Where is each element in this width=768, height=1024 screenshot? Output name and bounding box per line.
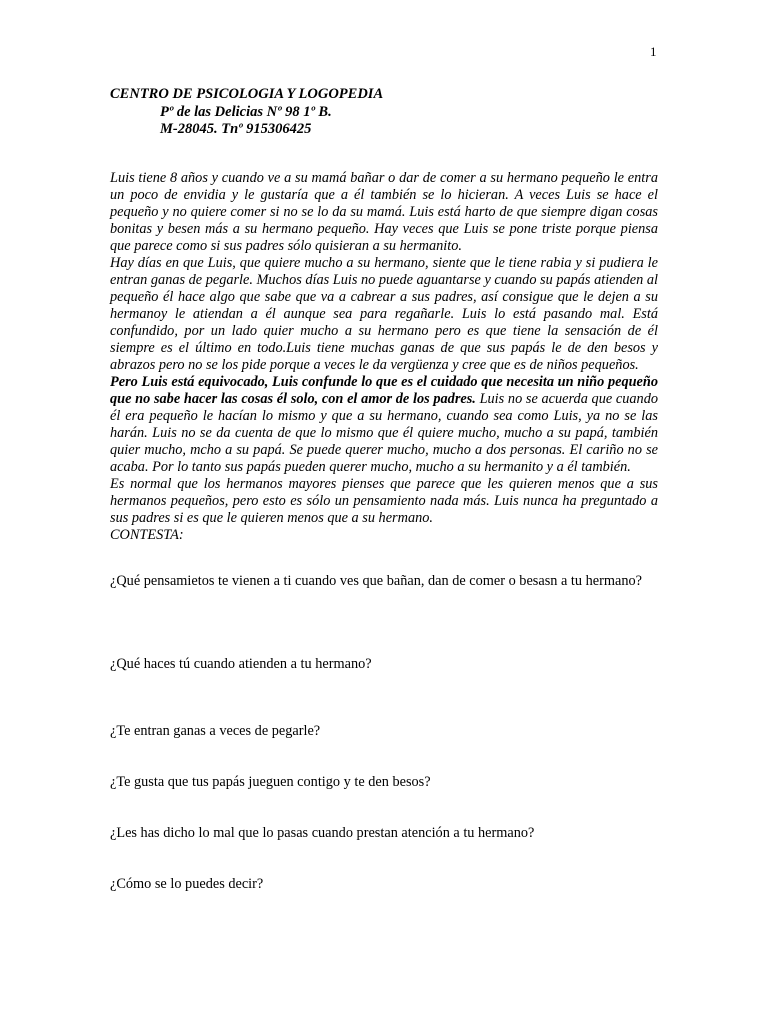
page-number: 1: [650, 44, 657, 59]
question-6: ¿Cómo se lo puedes decir?: [110, 876, 264, 892]
letterhead: [110, 86, 383, 139]
question-3: ¿Te entran ganas a veces de pegarle?: [110, 723, 321, 739]
story-key-message: Pero Luis está equivocado, Luis confunde lo que es el cuidado que necesita un niño pequeño que no sabe hacer las cosas él solo, con el amor de los padres.: [110, 374, 658, 407]
question-1: ¿Qué pensamietos te vienen a ti cuando ves que bañan, dan de comer o besasn a tu hermano?: [110, 573, 642, 589]
center-name: CENTRO DE PSICOLOGIA Y LOGOPEDIA: [110, 86, 384, 102]
contesta-heading: CONTESTA:: [110, 527, 184, 543]
center-address: Pº de las Delicias Nº 98 1º B.: [160, 103, 332, 120]
story-paragraph-4: Es normal que los hermanos mayores pienses que parece que les quieren menos que a sus hermanos pequeños, pero esto es sólo un pensamiento nada más. Luis nunca ha preguntado a sus padres si es que le quieren menos que a su hermano.: [110, 476, 658, 526]
story-paragraph-3: [110, 374, 658, 476]
question-2: ¿Qué haces tú cuando atienden a tu hermano?: [110, 656, 372, 672]
question-5: ¿Les has dicho lo mal que lo pasas cuando prestan atención a tu hermano?: [110, 825, 535, 841]
question-4: ¿Te gusta que tus papás jueguen contigo y te den besos?: [110, 774, 431, 790]
story-paragraph-1: Luis tiene 8 años y cuando ve a su mamá bañar o dar de comer a su hermano pequeño le entra un poco de envidia y le gustaría que a él también se lo hicieran. A veces Luis se hace el pequeño y no quiere comer si no se lo da su mamá. Luis está harto de que siempre digan cosas bonitas y besen más a su hermano pequeño. Hay veces que Luis se pone triste porque piensa que parece como si sus padres sólo quisieran a su hermanito.: [110, 170, 658, 254]
story-paragraph-2: Hay días en que Luis, que quiere mucho a su hermano, siente que le tiene rabia y si pudiera le entran ganas de pegarle. Muchos días Luis no puede aguantarse y cuando su papás atienden al pequeño él hace algo que sabe que va a cabrear a sus padres, así consigue que le dejen a su hermanoy le atiendan a él aunque sea para regañarle. Luis lo está pasando mal. Está confundido, por un lado quier mucho a su hermano pero es que tiene la sensación de él siempre es el último en todo.Luis tiene muchas ganas de que sus papás le de den besos y abrazos pero no se los pide porque a veces le da vergüenza y cree que es de niños pequeños.: [110, 255, 658, 373]
story-paragraph-3-rest: Luis no se acuerda que cuando él era pequeño le hacían lo mismo y que a su hermano, cuando sea como Luis, ya no se las harán. Luis no se da cuenta de que lo mismo que él quiere mucho, mucho a su papá, también quier mucho, mcho a su papá. Se puede querer mucho, mucho a dos personas. El cariño no se acaba. Por lo tanto sus papás pueden querer mucho, mucho a su hermanito y a él también.: [110, 391, 658, 475]
center-postal-phone: M-28045. Tnº 915306425: [160, 121, 312, 137]
story-text: [110, 170, 658, 544]
